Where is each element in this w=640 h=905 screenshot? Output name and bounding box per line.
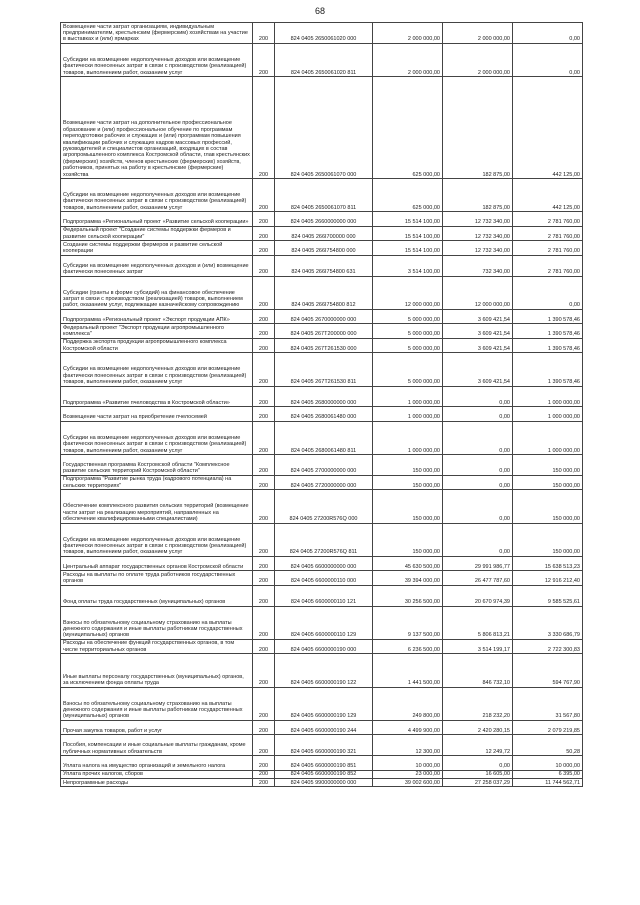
row-classification-cell: 824 0405 2650061070 000	[275, 77, 373, 179]
table-row	[61, 778, 583, 786]
row-executed-cell: 0,00	[443, 455, 513, 476]
row-name-cell: Непрограммные расходы	[61, 778, 253, 786]
table-row	[61, 43, 583, 76]
row-name-cell: Взносы по обязательному социальному страхованию на выплаты денежного содержания и иные выплаты работникам государственных (муниципальных) органов	[61, 687, 253, 720]
row-unexecuted-cell: 9 585 525,61	[513, 585, 583, 606]
row-approved-cell: 39 002 600,00	[373, 778, 443, 786]
row-classification-cell: 824 0405 6600000110 121	[275, 585, 373, 606]
table-row	[61, 212, 583, 227]
row-executed-cell: 846 732,10	[443, 654, 513, 687]
row-executed-cell: 12 000 000,00	[443, 276, 513, 309]
row-approved-cell: 3 514 100,00	[373, 255, 443, 276]
row-code-cell: 200	[253, 455, 275, 476]
row-unexecuted-cell: 442 125,00	[513, 179, 583, 212]
row-code-cell: 200	[253, 23, 275, 44]
row-code-cell: 200	[253, 585, 275, 606]
row-name-cell: Расходы на обеспечение функций государственных органов, в том числе территориальных органов	[61, 639, 253, 654]
row-approved-cell: 2 000 000,00	[373, 43, 443, 76]
row-approved-cell: 1 000 000,00	[373, 407, 443, 422]
table-row	[61, 255, 583, 276]
row-code-cell: 200	[253, 353, 275, 386]
row-unexecuted-cell: 1 390 578,46	[513, 324, 583, 339]
row-name-cell: Подпрограмма "Развитие рынка труда (кадрового потенциала) на сельских территориях"	[61, 475, 253, 490]
row-approved-cell: 150 000,00	[373, 455, 443, 476]
row-unexecuted-cell: 150 000,00	[513, 475, 583, 490]
row-executed-cell: 0,00	[443, 523, 513, 556]
row-unexecuted-cell: 0,00	[513, 23, 583, 44]
row-classification-cell: 824 0405 2680061480 811	[275, 421, 373, 454]
row-name-cell: Возмещение части затрат организациям, индивидуальным предпринимателям, крестьянским (фермерским) хозяйствам на участие в выставках и (или) ярмарках	[61, 23, 253, 44]
row-executed-cell: 3 609 421,54	[443, 309, 513, 324]
row-code-cell: 200	[253, 226, 275, 241]
row-approved-cell: 15 514 100,00	[373, 212, 443, 227]
row-executed-cell: 16 605,00	[443, 770, 513, 778]
row-classification-cell: 824 0405 2680061480 000	[275, 407, 373, 422]
row-name-cell: Субсидии на возмещение недополученных доходов или возмещение фактически понесенных затрат в связи с производством (реализацией) товаров, выполнением работ, оказанием услуг	[61, 353, 253, 386]
row-unexecuted-cell: 1 390 578,46	[513, 353, 583, 386]
row-classification-cell: 824 0405 6600000000 000	[275, 556, 373, 571]
table-row	[61, 407, 583, 422]
row-classification-cell: 824 0405 6600000110 129	[275, 606, 373, 639]
row-name-cell: Центральный аппарат государственных органов Костромской области	[61, 556, 253, 571]
table-row	[61, 720, 583, 735]
row-approved-cell: 150 000,00	[373, 490, 443, 523]
row-approved-cell: 23 000,00	[373, 770, 443, 778]
row-unexecuted-cell: 50,28	[513, 735, 583, 756]
row-unexecuted-cell: 15 638 513,23	[513, 556, 583, 571]
row-unexecuted-cell: 0,00	[513, 276, 583, 309]
row-name-cell: Возмещение части затрат на приобретение пчелосемей	[61, 407, 253, 422]
row-code-cell: 200	[253, 770, 275, 778]
row-unexecuted-cell: 2 781 760,00	[513, 241, 583, 256]
row-code-cell: 200	[253, 556, 275, 571]
row-unexecuted-cell: 2 722 300,83	[513, 639, 583, 654]
row-unexecuted-cell: 150 000,00	[513, 523, 583, 556]
table-row	[61, 338, 583, 353]
table-row	[61, 475, 583, 490]
row-approved-cell: 5 000 000,00	[373, 309, 443, 324]
row-unexecuted-cell: 2 079 219,85	[513, 720, 583, 735]
row-executed-cell: 0,00	[443, 386, 513, 407]
row-classification-cell: 824 0405 266I754800 000	[275, 241, 373, 256]
table-row	[61, 756, 583, 771]
row-classification-cell: 824 0405 6600000190 321	[275, 735, 373, 756]
row-unexecuted-cell: 6 395,00	[513, 770, 583, 778]
table-row	[61, 421, 583, 454]
table-row	[61, 309, 583, 324]
row-executed-cell: 20 670 974,39	[443, 585, 513, 606]
row-executed-cell: 2 000 000,00	[443, 43, 513, 76]
row-unexecuted-cell: 1 000 000,00	[513, 421, 583, 454]
row-unexecuted-cell: 150 000,00	[513, 455, 583, 476]
row-approved-cell: 625 000,00	[373, 77, 443, 179]
row-code-cell: 200	[253, 523, 275, 556]
row-classification-cell: 824 0405 27200R576Q 811	[275, 523, 373, 556]
table-row	[61, 23, 583, 44]
row-unexecuted-cell: 442 125,00	[513, 77, 583, 179]
row-executed-cell: 12 732 340,00	[443, 241, 513, 256]
row-classification-cell: 824 0405 266I700000 000	[275, 226, 373, 241]
row-code-cell: 200	[253, 490, 275, 523]
row-code-cell: 200	[253, 654, 275, 687]
row-name-cell: Фонд оплаты труда государственных (муниципальных) органов	[61, 585, 253, 606]
row-executed-cell: 27 258 037,29	[443, 778, 513, 786]
row-approved-cell: 39 394 000,00	[373, 571, 443, 586]
row-classification-cell: 824 0405 6600000190 129	[275, 687, 373, 720]
table-row	[61, 353, 583, 386]
table-row	[61, 556, 583, 571]
row-unexecuted-cell: 1 000 000,00	[513, 386, 583, 407]
row-code-cell: 200	[253, 571, 275, 586]
row-approved-cell: 6 236 500,00	[373, 639, 443, 654]
row-name-cell: Иные выплаты персоналу государственных (муниципальных) органов, за исключением фонда оплаты труда	[61, 654, 253, 687]
row-classification-cell: 824 0405 267T261530 811	[275, 353, 373, 386]
row-code-cell: 200	[253, 324, 275, 339]
page-number: 68	[314, 6, 325, 16]
row-unexecuted-cell: 12 916 212,40	[513, 571, 583, 586]
row-executed-cell: 2 000 000,00	[443, 23, 513, 44]
row-executed-cell: 0,00	[443, 756, 513, 771]
table-row	[61, 179, 583, 212]
row-name-cell: Обеспечение комплексного развития сельских территорий (возмещение части затрат на реализацию мероприятий, направленных на обеспечение квалифицированными специалистами)	[61, 490, 253, 523]
table-row	[61, 606, 583, 639]
row-classification-cell: 824 0405 266I754800 812	[275, 276, 373, 309]
row-classification-cell: 824 0405 2700000000 000	[275, 455, 373, 476]
row-name-cell: Субсидии на возмещение недополученных доходов или возмещение фактически понесенных затрат в связи с производством (реализацией) товаров, выполнением работ, оказанием услуг	[61, 523, 253, 556]
table-row	[61, 77, 583, 179]
row-name-cell: Федеральный проект "Создание системы поддержки фермеров и развитие сельской кооперации"	[61, 226, 253, 241]
row-approved-cell: 10 000,00	[373, 756, 443, 771]
row-classification-cell: 824 0405 2680000000 000	[275, 386, 373, 407]
row-name-cell: Субсидии на возмещение недополученных доходов или возмещение фактически понесенных затрат в связи с производством (реализацией) товаров, выполнением работ, оказанием услуг	[61, 43, 253, 76]
row-unexecuted-cell: 0,00	[513, 43, 583, 76]
row-approved-cell: 12 300,00	[373, 735, 443, 756]
row-name-cell: Возмещение части затрат на дополнительное профессиональное образование и (или) профессиональное обучение по программам переподготовки рабочих и служащих и (или) программам повышения квалификации рабочих и служащих кадров массовых профессий, руководителей и специалистов организаций, входящих в состав агропромышленного комплекса Костромской области, глав крестьянских (фермерских) хозяйств, членов крестьянских (фермерских) хозяйств, работников, принятых на работу в крестьянские (фермерские) хозяйства	[61, 77, 253, 179]
row-executed-cell: 182 875,00	[443, 179, 513, 212]
row-unexecuted-cell: 1 000 000,00	[513, 407, 583, 422]
table-row	[61, 639, 583, 654]
row-classification-cell: 824 0405 27200R576Q 000	[275, 490, 373, 523]
row-executed-cell: 0,00	[443, 421, 513, 454]
row-classification-cell: 824 0405 2650061070 811	[275, 179, 373, 212]
table-row	[61, 571, 583, 586]
row-name-cell: Расходы на выплаты по оплате труда работников государственных органов	[61, 571, 253, 586]
row-code-cell: 200	[253, 735, 275, 756]
row-approved-cell: 12 000 000,00	[373, 276, 443, 309]
table-row	[61, 324, 583, 339]
row-executed-cell: 0,00	[443, 475, 513, 490]
row-unexecuted-cell: 2 781 760,00	[513, 226, 583, 241]
table-row	[61, 276, 583, 309]
row-classification-cell: 824 0405 2670000000 000	[275, 309, 373, 324]
row-code-cell: 200	[253, 179, 275, 212]
row-unexecuted-cell: 10 000,00	[513, 756, 583, 771]
row-name-cell: Поддержка экспорта продукции агропромышленного комплекса Костромской области	[61, 338, 253, 353]
row-classification-cell: 824 0405 2650061020 811	[275, 43, 373, 76]
row-executed-cell: 182 875,00	[443, 77, 513, 179]
row-executed-cell: 12 732 340,00	[443, 226, 513, 241]
row-classification-cell: 824 0405 6600000190 122	[275, 654, 373, 687]
row-approved-cell: 625 000,00	[373, 179, 443, 212]
row-approved-cell: 15 514 100,00	[373, 241, 443, 256]
row-name-cell: Создание системы поддержки фермеров и развитие сельской кооперации	[61, 241, 253, 256]
row-code-cell: 200	[253, 212, 275, 227]
row-unexecuted-cell: 31 567,80	[513, 687, 583, 720]
row-code-cell: 200	[253, 338, 275, 353]
row-classification-cell: 824 0405 6600000190 244	[275, 720, 373, 735]
table-row	[61, 241, 583, 256]
row-approved-cell: 1 000 000,00	[373, 386, 443, 407]
row-code-cell: 200	[253, 309, 275, 324]
row-classification-cell: 824 0405 2650061020 000	[275, 23, 373, 44]
row-approved-cell: 2 000 000,00	[373, 23, 443, 44]
row-unexecuted-cell: 3 330 686,79	[513, 606, 583, 639]
row-approved-cell: 1 000 000,00	[373, 421, 443, 454]
row-unexecuted-cell: 1 390 578,46	[513, 309, 583, 324]
row-name-cell: Субсидии на возмещение недополученных доходов или возмещение фактически понесенных затрат в связи с производством (реализацией) товаров, выполнением работ, оказанием услуг	[61, 421, 253, 454]
row-name-cell: Субсидии на возмещение недополученных доходов и (или) возмещение фактически понесенных затрат	[61, 255, 253, 276]
row-name-cell: Взносы по обязательному социальному страхованию на выплаты денежного содержания и иные выплаты работникам государственных (муниципальных) органов	[61, 606, 253, 639]
row-name-cell: Подпрограмма «Развитие пчеловодства в Костромской области»	[61, 386, 253, 407]
row-name-cell: Пособия, компенсации и иные социальные выплаты гражданам, кроме публичных нормативных обязательств	[61, 735, 253, 756]
row-executed-cell: 12 249,72	[443, 735, 513, 756]
row-classification-cell: 824 0405 266I754800 631	[275, 255, 373, 276]
row-classification-cell: 824 0405 267T261530 000	[275, 338, 373, 353]
row-executed-cell: 12 732 340,00	[443, 212, 513, 227]
row-code-cell: 200	[253, 720, 275, 735]
row-name-cell: Федеральный проект "Экспорт продукции агропромышленного комплекса"	[61, 324, 253, 339]
row-approved-cell: 150 000,00	[373, 523, 443, 556]
row-approved-cell: 5 000 000,00	[373, 324, 443, 339]
row-code-cell: 200	[253, 255, 275, 276]
row-classification-cell: 824 0405 2720000000 000	[275, 475, 373, 490]
row-name-cell: Уплата прочих налогов, сборов	[61, 770, 253, 778]
row-code-cell: 200	[253, 606, 275, 639]
row-approved-cell: 1 441 500,00	[373, 654, 443, 687]
row-classification-cell: 824 0405 9900000000 000	[275, 778, 373, 786]
row-code-cell: 200	[253, 43, 275, 76]
row-name-cell: Уплата налога на имущество организаций и земельного налога	[61, 756, 253, 771]
row-executed-cell: 3 514 199,17	[443, 639, 513, 654]
row-approved-cell: 9 137 500,00	[373, 606, 443, 639]
row-approved-cell: 150 000,00	[373, 475, 443, 490]
row-classification-cell: 824 0405 2660000000 000	[275, 212, 373, 227]
table-row	[61, 585, 583, 606]
row-approved-cell: 15 514 100,00	[373, 226, 443, 241]
row-approved-cell: 30 256 500,00	[373, 585, 443, 606]
table-row	[61, 654, 583, 687]
row-code-cell: 200	[253, 386, 275, 407]
table-row	[61, 490, 583, 523]
table-row	[61, 523, 583, 556]
row-code-cell: 200	[253, 77, 275, 179]
row-code-cell: 200	[253, 687, 275, 720]
row-unexecuted-cell: 11 744 562,71	[513, 778, 583, 786]
row-classification-cell: 824 0405 6600000110 000	[275, 571, 373, 586]
row-unexecuted-cell: 2 781 760,00	[513, 212, 583, 227]
row-name-cell: Субсидии (гранты в форме субсидий) на финансовое обеспечение затрат в связи с производством (реализацией) товаров, выполнением работ, оказанием услуг, подлежащие казначейскому сопровождению	[61, 276, 253, 309]
row-executed-cell: 3 609 421,54	[443, 353, 513, 386]
table-row	[61, 770, 583, 778]
row-code-cell: 200	[253, 241, 275, 256]
row-classification-cell: 824 0405 267T200000 000	[275, 324, 373, 339]
row-executed-cell: 5 806 813,21	[443, 606, 513, 639]
row-unexecuted-cell: 1 390 578,46	[513, 338, 583, 353]
row-executed-cell: 732 340,00	[443, 255, 513, 276]
row-name-cell: Подпрограмма «Региональный проект «Развитие сельской кооперации»	[61, 212, 253, 227]
row-approved-cell: 5 000 000,00	[373, 353, 443, 386]
row-code-cell: 200	[253, 276, 275, 309]
row-executed-cell: 0,00	[443, 407, 513, 422]
row-classification-cell: 824 0405 6600000190 852	[275, 770, 373, 778]
row-name-cell: Государственная программа Костромской области "Комплексное развитие сельских территорий Костромской области"	[61, 455, 253, 476]
table-row	[61, 455, 583, 476]
row-approved-cell: 5 000 000,00	[373, 338, 443, 353]
row-name-cell: Подпрограмма «Региональный проект «Экспорт продукции АПК»	[61, 309, 253, 324]
row-code-cell: 200	[253, 639, 275, 654]
row-name-cell: Прочая закупка товаров, работ и услуг	[61, 720, 253, 735]
row-executed-cell: 218 232,20	[443, 687, 513, 720]
row-code-cell: 200	[253, 475, 275, 490]
row-code-cell: 200	[253, 421, 275, 454]
row-approved-cell: 45 630 500,00	[373, 556, 443, 571]
row-classification-cell: 824 0405 6600000190 851	[275, 756, 373, 771]
row-unexecuted-cell: 2 781 760,00	[513, 255, 583, 276]
row-code-cell: 200	[253, 407, 275, 422]
row-code-cell: 200	[253, 778, 275, 786]
table-row	[61, 226, 583, 241]
row-executed-cell: 3 609 421,54	[443, 338, 513, 353]
row-approved-cell: 4 499 900,00	[373, 720, 443, 735]
row-executed-cell: 29 991 986,77	[443, 556, 513, 571]
row-unexecuted-cell: 150 000,00	[513, 490, 583, 523]
row-executed-cell: 0,00	[443, 490, 513, 523]
row-executed-cell: 3 609 421,54	[443, 324, 513, 339]
row-code-cell: 200	[253, 756, 275, 771]
row-name-cell: Субсидии на возмещение недополученных доходов или возмещение фактически понесенных затрат в связи с производством (реализацией) товаров, выполнением работ, оказанием услуг	[61, 179, 253, 212]
row-classification-cell: 824 0405 6600000190 000	[275, 639, 373, 654]
table-row	[61, 687, 583, 720]
budget-execution-table	[60, 22, 583, 787]
row-executed-cell: 26 477 787,60	[443, 571, 513, 586]
table-row	[61, 735, 583, 756]
row-unexecuted-cell: 594 767,90	[513, 654, 583, 687]
table-row	[61, 386, 583, 407]
row-approved-cell: 249 800,00	[373, 687, 443, 720]
row-executed-cell: 2 420 280,15	[443, 720, 513, 735]
